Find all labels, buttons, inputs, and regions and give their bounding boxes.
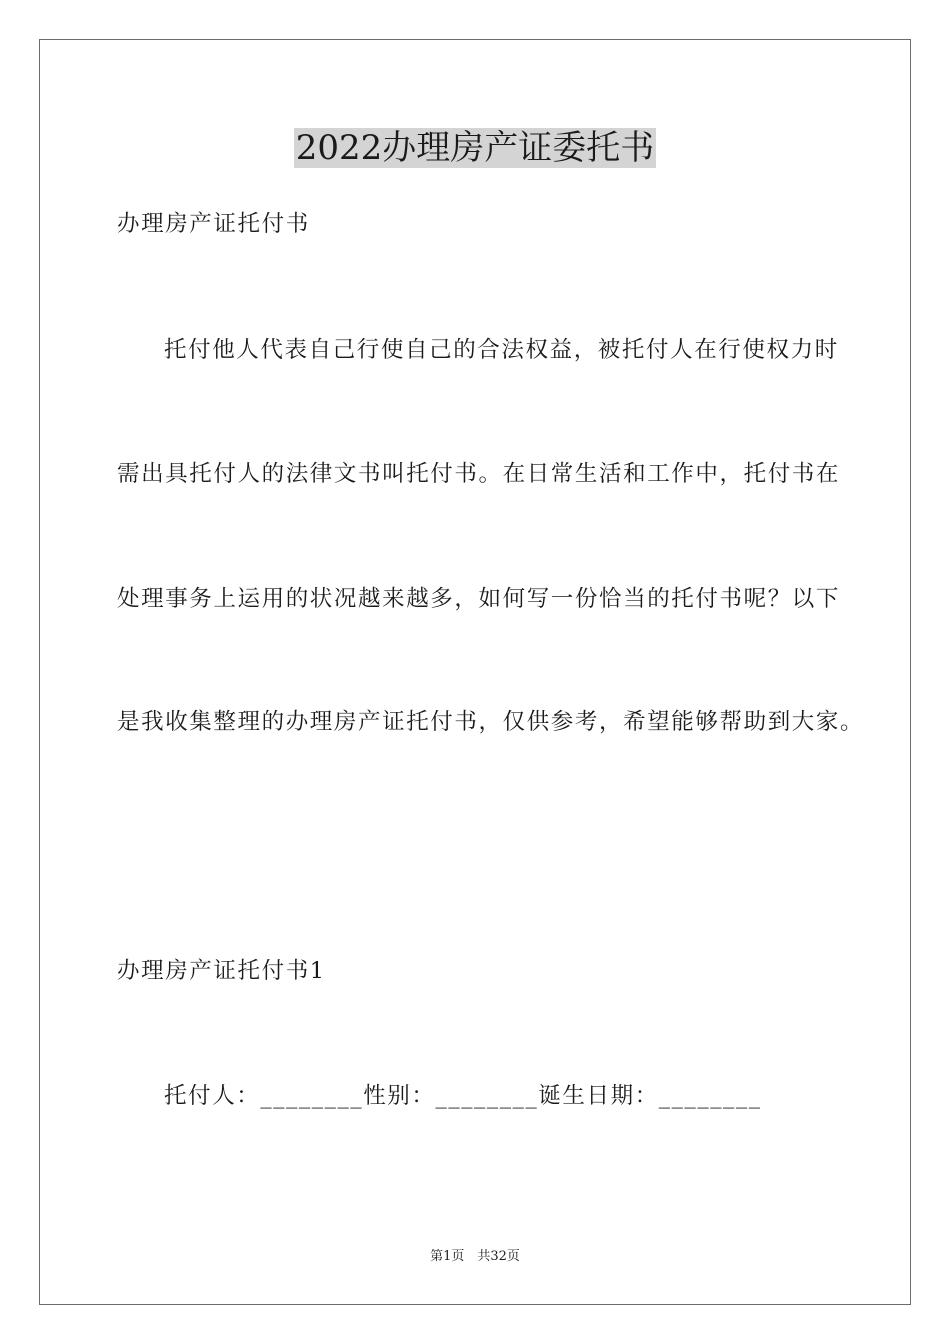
- intro-line-2: 需出具托付人的法律文书叫托付书。在日常生活和工作中，托付书在: [117, 461, 841, 487]
- document-heading: 办理房产证托付书: [117, 211, 310, 237]
- page-footer: 第1页 共32页: [430, 1249, 520, 1264]
- section-heading: 办理房产证托付书1: [117, 958, 326, 984]
- document-title: [0, 124, 950, 172]
- form-line: 托付人：________性别：________诞生日期：________: [164, 1083, 762, 1109]
- intro-line-3: 处理事务上运用的状况越来越多，如何写一份恰当的托付书呢？以下: [117, 586, 841, 612]
- document-title-text: 2022办理房产证委托书: [295, 128, 655, 168]
- intro-line-4: 是我收集整理的办理房产证托付书，仅供参考，希望能够帮助到大家。: [117, 709, 865, 735]
- intro-line-1: 托付他人代表自己行使自己的合法权益，被托付人在行使权力时: [164, 337, 839, 363]
